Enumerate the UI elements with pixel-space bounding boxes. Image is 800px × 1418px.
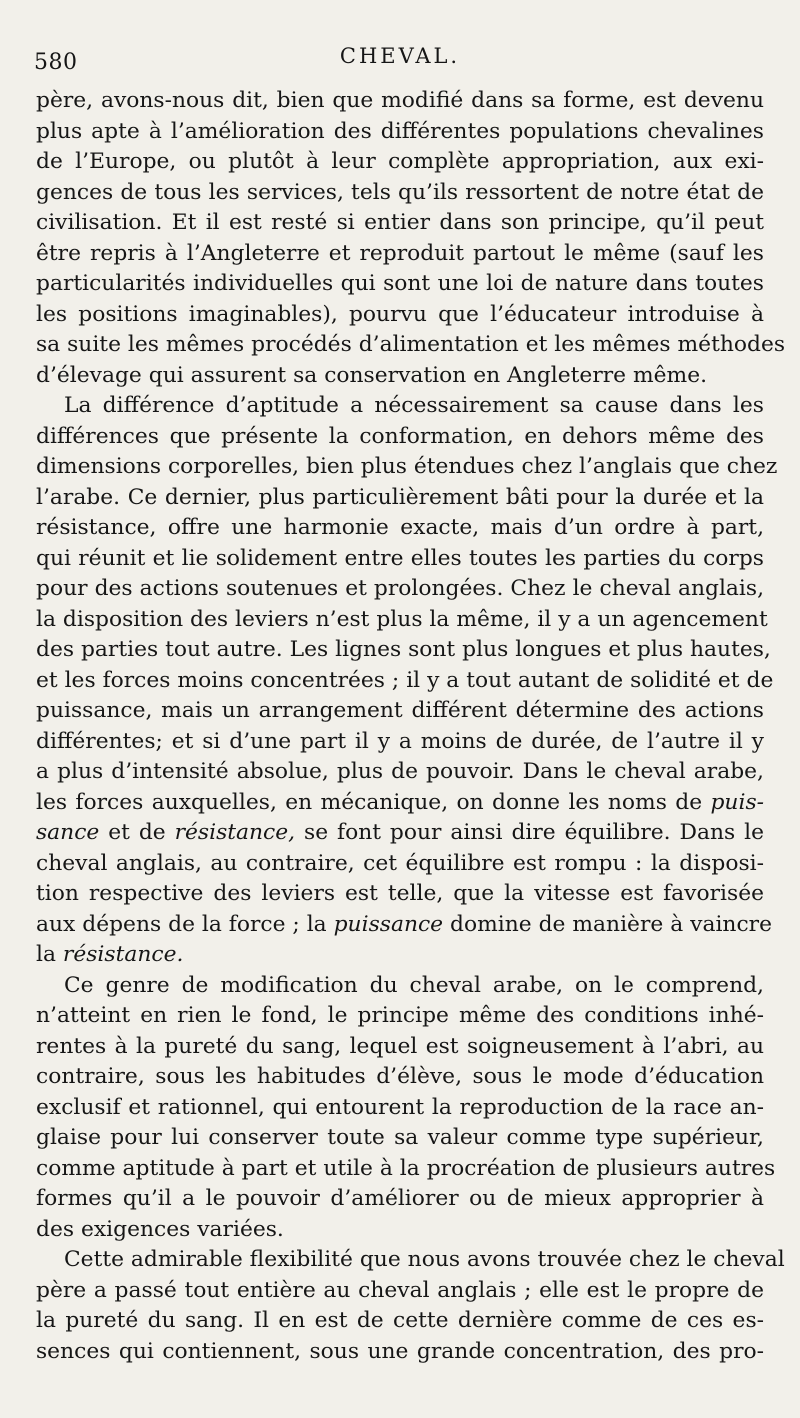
text-line: comme aptitude à part et utile à la procréation de plusieurs autres xyxy=(36,1155,776,1181)
text-line: père a passé tout entière au cheval anglais ; elle est le propre de xyxy=(36,1277,764,1303)
text-line: Cette admirable flexibilité que nous avons trouvée chez le cheval xyxy=(64,1247,785,1272)
text-line xyxy=(36,940,764,971)
text-line: tion respective des leviers est telle, que la vitesse est favorisée xyxy=(36,881,764,906)
text-line: différences que présente la conformation, en dehors même des xyxy=(36,423,764,449)
text-line: dimensions corporelles, bien plus étendues chez l’anglais que chez xyxy=(36,454,778,479)
text-line: n’atteint en rien le fond, le principe même des conditions inhé- xyxy=(36,1003,764,1028)
italic-text: puissance xyxy=(333,911,444,937)
text-line: La différence d’aptitude a nécessairement sa cause dans les xyxy=(64,393,764,418)
text-line: père, avons-nous dit, bien que modifié dans sa forme, est devenu xyxy=(36,88,764,113)
text-line: les positions imaginables), pourvu que l’éducateur introduise à xyxy=(36,301,764,327)
text-line: la pureté du sang. Il en est de cette dernière comme de ces es- xyxy=(36,1308,764,1333)
text-line: la disposition des leviers n’est plus la même, il y a un agencement xyxy=(36,606,768,632)
text-line: résistance, offre une harmonie exacte, mais d’un ordre à part, xyxy=(36,515,764,540)
text-line: formes qu’il a le pouvoir d’améliorer ou de mieux approprier à xyxy=(36,1186,764,1211)
text-segment: se font pour ainsi dire équilibre. Dans le xyxy=(295,820,765,845)
text-line xyxy=(36,818,764,849)
italic-text: résistance, xyxy=(174,820,296,845)
text-segment: les forces auxquelles, en mécanique, on donne les noms de xyxy=(36,789,711,815)
text-line: rentes à la pureté du sang, lequel est soigneusement à l’abri, au xyxy=(36,1033,764,1059)
text-line: être repris à l’Angleterre et reproduit partout le même (sauf les xyxy=(36,240,764,266)
italic-text: sance xyxy=(36,820,100,845)
page-header xyxy=(34,44,766,84)
text-line: puissance, mais un arrangement différent détermine des actions xyxy=(36,698,764,723)
text-segment: aux dépens de la force ; la xyxy=(36,911,334,937)
italic-text: résistance. xyxy=(62,942,184,967)
text-line: sences qui contiennent, sous une grande concentration, des pro- xyxy=(36,1338,764,1364)
text-line xyxy=(36,788,764,819)
text-line: cheval anglais, au contraire, cet équilibre est rompu : la disposi- xyxy=(36,850,764,876)
page-number: 580 xyxy=(34,50,78,75)
text-segment: et de xyxy=(99,820,175,845)
body-text xyxy=(36,86,786,1367)
text-line: glaise pour lui conserver toute sa valeur comme type supérieur, xyxy=(36,1125,764,1150)
italic-text: puis- xyxy=(710,789,764,815)
text-line xyxy=(36,910,772,941)
text-line: exclusif et rationnel, qui entourent la reproduction de la race an- xyxy=(36,1094,764,1120)
text-line: différentes; et si d’une part il y a moins de durée, de l’autre il y xyxy=(36,728,764,754)
text-line: d’élevage qui assurent sa conservation en Angleterre même. xyxy=(36,362,708,388)
text-line: sa suite les mêmes procédés d’alimentation et les mêmes méthodes xyxy=(36,332,786,357)
text-line: des exigences variées. xyxy=(36,1216,284,1242)
running-title: CHEVAL. xyxy=(339,44,461,68)
text-line: et les forces moins concentrées ; il y a tout autant de solidité et de xyxy=(36,667,774,693)
text-line: plus apte à l’amélioration des différentes populations chevalines xyxy=(36,118,764,144)
text-line: civilisation. Et il est resté si entier dans son principe, qu’il peut xyxy=(36,210,764,235)
text-line: contraire, sous les habitudes d’élève, sous le mode d’éducation xyxy=(36,1064,764,1089)
text-line: l’arabe. Ce dernier, plus particulièrement bâti pour la durée et la xyxy=(36,484,764,510)
text-line: pour des actions soutenues et prolongées. Chez le cheval anglais, xyxy=(36,576,764,601)
text-line: qui réunit et lie solidement entre elles toutes les parties du corps xyxy=(36,545,764,571)
text-line: particularités individuelles qui sont une loi de nature dans toutes xyxy=(36,271,764,296)
text-line: Ce genre de modification du cheval arabe, on le comprend, xyxy=(64,972,764,998)
text-segment: domine de manière à vaincre xyxy=(443,911,772,937)
text-line: des parties tout autre. Les lignes sont plus longues et plus hautes, xyxy=(36,637,771,662)
text-line: de l’Europe, ou plutôt à leur complète appropriation, aux exi- xyxy=(36,149,764,174)
text-line: gences de tous les services, tels qu’ils ressortent de notre état de xyxy=(36,179,764,205)
text-segment: la xyxy=(36,942,63,967)
text-line: a plus d’intensité absolue, plus de pouvoir. Dans le cheval arabe, xyxy=(36,759,764,784)
